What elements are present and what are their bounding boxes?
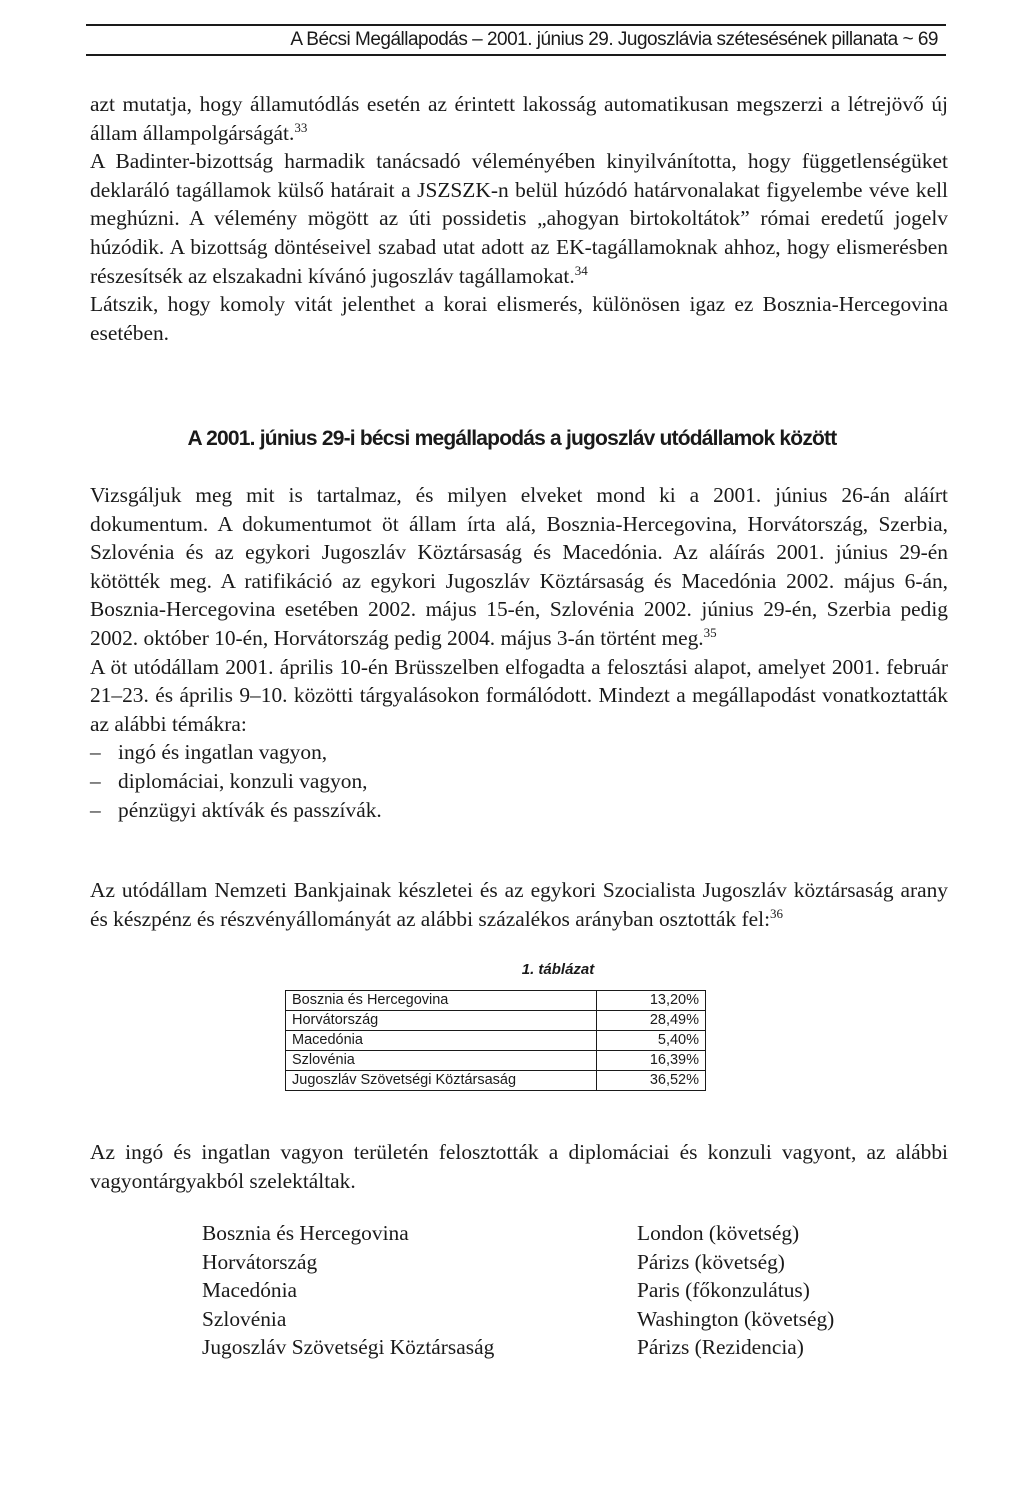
after-table <box>90 1138 948 1195</box>
table-row <box>286 991 706 1011</box>
table-cell-share: 13,20% <box>597 991 706 1011</box>
header-separator: ~ <box>902 29 914 50</box>
table-cell-state: Szlovénia <box>286 1051 597 1071</box>
dash-marker: – <box>90 797 101 822</box>
states-column <box>202 1219 494 1362</box>
paragraph: Látszik, hogy komoly vitát jelenthet a korai elismerés, különösen igaz ez Bosznia-Hercegovina esetében. <box>90 292 948 345</box>
table-caption: 1. táblázat <box>521 961 595 978</box>
table-row <box>286 1071 706 1091</box>
footnote-ref: 34 <box>574 262 588 278</box>
footnote-ref: 36 <box>770 905 784 921</box>
list-item: – diplomáciai, konzuli vagyon, <box>90 767 948 796</box>
running-header <box>86 24 946 56</box>
state-name: Horvátország <box>202 1249 318 1274</box>
table-cell-share: 36,52% <box>597 1071 706 1091</box>
topic-list <box>90 738 948 824</box>
section-body <box>90 481 948 824</box>
section-title: A 2001. június 29-i bécsi megállapodás a jugoszláv utódállamok között <box>187 427 837 450</box>
table-cell-state: Macedónia <box>286 1031 597 1051</box>
paragraph: azt mutatja, hogy államutódlás esetén az érintett lakosság automatikusan megszerzi a létrejövő új állam állampolgárságát.$^{33}$ <box>90 92 948 145</box>
table-row <box>286 1031 706 1051</box>
table-intro <box>90 876 948 933</box>
assets-column <box>637 1219 834 1362</box>
page-body <box>90 90 948 347</box>
list-item: – ingó és ingatlan vagyon, <box>90 738 948 767</box>
footnote-ref: 35 <box>703 624 717 640</box>
table-cell-state: Bosznia és Hercegovina <box>286 991 597 1011</box>
paragraph: A öt utódállam 2001. április 10-én Brüsszelben elfogadta a felosztási alapot, amelyet 2001. február 21–23. és április 9–10. közötti tárgyalásokon formálódott. Mindezt a megállapodást vonatkoztatták az alábbi témákra: <box>90 654 948 736</box>
distribution-table <box>285 990 706 1091</box>
state-name: Bosznia és Hercegovina <box>202 1221 409 1245</box>
intro-block <box>90 90 948 347</box>
header-text <box>290 29 938 51</box>
table-cell-state: Jugoszláv Szövetségi Köztársaság <box>286 1071 597 1091</box>
paragraph: Vizsgáljuk meg mit is tartalmaz, és milyen elveket mond ki a 2001. június 26-án aláírt dokumentum. A dokumentumot öt állam írta alá, Bosznia-Hercegovina, Horvátország, Szerbia, Szlovénia és az egykori Jugoszláv Köztársaság és Macedónia. Az aláírás 2001. június 29-én kötötték meg. A ratifikáció az egykori Jugoszláv Köztársaság és Macedónia 2002. május 6-án, Bosznia-Hercegovina esetében 2002. május 15-én, Szlovénia 2002. június 29-én, Szerbia pedig 2002. október 10-én, Horvátország pedig 2004. május 3-án történt meg.$^{35}$ <box>90 483 948 650</box>
table-cell-state: Horvátország <box>286 1011 597 1031</box>
asset-name: London (követség) <box>637 1221 800 1245</box>
asset-name: Paris (főkonzulátus) <box>637 1278 810 1303</box>
state-name: Macedónia <box>202 1278 298 1303</box>
dash-marker: – <box>90 740 101 765</box>
table-cell-share: 16,39% <box>597 1051 706 1071</box>
paragraph: A Badinter-bizottság harmadik tanácsadó véleményében kinyilvánította, hogy függetlenségüket deklaráló tagállamok külső határait a JSZSZK-n belül húzódó határvonalakat figyelembe véve kell meghúzni. A vélemény mögött az úti possidetis „ahogyan birtokoltátok” római eredetű jogelv húzódik. A bizottság döntéseivel szabad utat adott az EK-tagállamoknak ahhoz, hogy elismerésben részesítsék az elszakadni kívánó jugoszláv tagállamokat.$^{34}$ <box>90 149 948 288</box>
footnote-ref: 33 <box>294 119 308 135</box>
list-item: – pénzügyi aktívák és passzívák. <box>90 796 948 825</box>
page-number: 69 <box>917 29 938 50</box>
running-title: A Bécsi Megállapodás – 2001. június 29. Jugoszlávia szétesésének pillanata <box>290 29 898 50</box>
paragraph: Az utódállam Nemzeti Bankjainak készletei és az egykori Szocialista Jugoszláv köztársaság arany és készpénz és részvényállományát az alábbi százalékos arányban osztották fel:$^{36}$ <box>90 878 948 931</box>
state-name: Szlovénia <box>202 1306 287 1331</box>
asset-name: Párizs (Rezidencia) <box>637 1335 804 1360</box>
asset-name: Washington (követség) <box>637 1306 835 1331</box>
paragraph: Az ingó és ingatlan vagyon területén felosztották a diplomáciai és konzuli vagyont, az alábbi vagyontárgyakból szelektáltak. <box>90 1140 948 1193</box>
dash-marker: – <box>90 768 101 793</box>
table-cell-share: 5,40% <box>597 1031 706 1051</box>
table-cell-share: 28,49% <box>597 1011 706 1031</box>
asset-name: Párizs (követség) <box>637 1249 785 1274</box>
table-row <box>286 1011 706 1031</box>
table-row <box>286 1051 706 1071</box>
state-name: Jugoszláv Szövetségi Köztársaság <box>202 1335 495 1360</box>
